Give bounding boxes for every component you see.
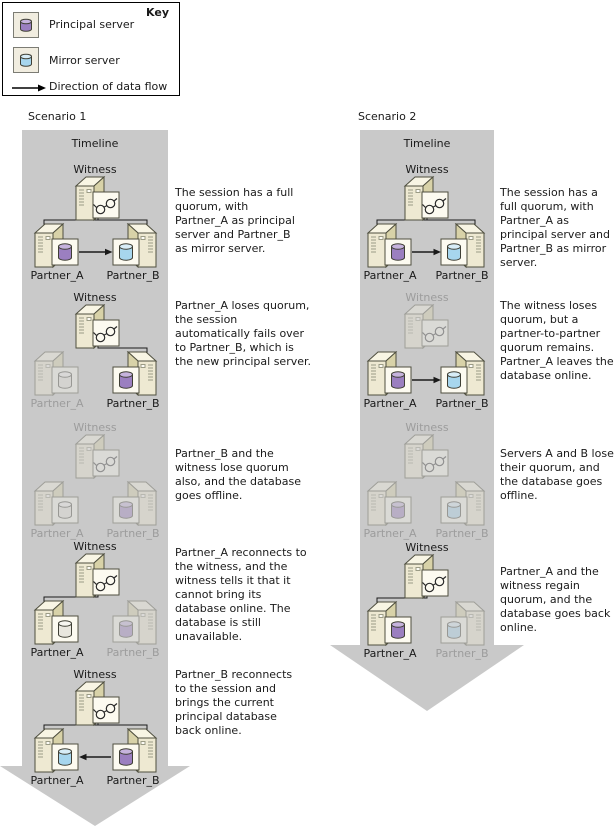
s2-step-2-text: The witness loses quorum, but a partner-to-partner quorum remains. Partner_A leaves the database online.: [500, 299, 614, 382]
partner-b-label: Partner_B: [106, 646, 160, 659]
partner-b-server-icon: [437, 481, 487, 527]
witness-label: Witness: [73, 291, 117, 304]
s1-step-3: [22, 421, 168, 539]
s1-step-2: [22, 291, 168, 409]
partner-b-label: Partner_B: [106, 774, 160, 787]
witness-server-icon: [73, 681, 123, 727]
witness-label: Witness: [405, 163, 449, 176]
partner-a-server-icon: [365, 481, 415, 527]
partner-b-server-icon: [437, 601, 487, 647]
s1-step-4-text: Partner_A reconnects to the witness, and the witness tells it that it cannot bring its database online. The database is still unavailable.: [175, 546, 307, 643]
witness-server-icon: [73, 176, 123, 222]
partner-a-label: Partner_A: [363, 527, 417, 540]
s1-step-5-text: Partner_B reconnects to the session and brings the current principal database back online.: [175, 668, 293, 737]
key-legend: [2, 2, 180, 96]
witness-label: Witness: [73, 421, 117, 434]
s1-step-5: [22, 668, 168, 786]
partner-b-label: Partner_B: [106, 269, 160, 282]
scenario-2-title: Scenario 2: [358, 110, 417, 123]
s2-step-4-text: Partner_A and the witness regain quorum, and the database goes back online.: [500, 565, 611, 634]
partner-a-server-icon: [32, 481, 82, 527]
mirror-server-icon: [13, 47, 39, 73]
witness-label: Witness: [73, 163, 117, 176]
witness-server-icon: [73, 434, 123, 480]
s1-step-2-text: Partner_A loses quorum, the session automatically fails over to Partner_B, which is the new principal server.: [175, 299, 312, 368]
witness-label: Witness: [405, 291, 449, 304]
data-flow-label: Direction of data flow: [49, 80, 168, 93]
scenario-1-title: Scenario 1: [28, 110, 87, 123]
witness-label: Witness: [73, 668, 117, 681]
partner-b-server-icon: [109, 728, 159, 774]
s2-step-1-text: The session has a full quorum, with Partner_A as principal server and Partner_B as mirror server.: [500, 186, 610, 269]
partner-b-server-icon: [109, 223, 159, 269]
partner-a-label: Partner_A: [30, 269, 84, 282]
s1-step-1-text: The session has a full quorum, with Partner_A as principal server and Partner_B as mirror server.: [175, 186, 295, 255]
partner-a-server-icon: [365, 351, 415, 397]
partner-b-server-icon: [437, 351, 487, 397]
s2-step-1: [360, 163, 494, 281]
partner-b-server-icon: [109, 351, 159, 397]
witness-server-icon: [73, 553, 123, 599]
partner-a-server-icon: [32, 728, 82, 774]
witness-server-icon: [402, 176, 452, 222]
s2-step-3: [360, 421, 494, 539]
partner-b-label: Partner_B: [435, 647, 489, 660]
partner-a-label: Partner_A: [30, 646, 84, 659]
s1-step-3-text: Partner_B and the witness lose quorum also, and the database goes offline.: [175, 447, 301, 502]
partner-b-server-icon: [437, 223, 487, 269]
data-flow-arrow-icon: [12, 83, 46, 93]
partner-a-label: Partner_A: [30, 774, 84, 787]
partner-b-label: Partner_B: [106, 527, 160, 540]
partner-a-label: Partner_A: [30, 397, 84, 410]
partner-a-server-icon: [365, 601, 415, 647]
partner-b-label: Partner_B: [106, 397, 160, 410]
witness-server-icon: [402, 304, 452, 350]
witness-label: Witness: [405, 421, 449, 434]
partner-b-label: Partner_B: [435, 269, 489, 282]
witness-label: Witness: [405, 541, 449, 554]
partner-a-server-icon: [32, 351, 82, 397]
partner-b-server-icon: [109, 481, 159, 527]
s2-step-2: [360, 291, 494, 409]
partner-a-server-icon: [32, 223, 82, 269]
partner-a-label: Partner_A: [363, 269, 417, 282]
witness-server-icon: [73, 304, 123, 350]
s1-step-1: [22, 163, 168, 281]
principal-server-label: Principal server: [49, 18, 135, 31]
partner-b-label: Partner_B: [435, 527, 489, 540]
s2-step-4: [360, 541, 494, 659]
witness-server-icon: [402, 434, 452, 480]
mirror-server-label: Mirror server: [49, 54, 120, 67]
s2-step-3-text: Servers A and B lose their quorum, and the database goes offline.: [500, 447, 614, 502]
s1-step-4: [22, 540, 168, 658]
partner-a-server-icon: [365, 223, 415, 269]
partner-b-label: Partner_B: [435, 397, 489, 410]
partner-a-label: Partner_A: [363, 647, 417, 660]
witness-label: Witness: [73, 540, 117, 553]
partner-b-server-icon: [109, 600, 159, 646]
scenario-2-timeline-label: Timeline: [403, 137, 451, 150]
partner-a-server-icon: [32, 600, 82, 646]
partner-a-label: Partner_A: [363, 397, 417, 410]
scenario-1-timeline-label: Timeline: [71, 137, 119, 150]
partner-a-label: Partner_A: [30, 527, 84, 540]
key-title: Key: [146, 6, 169, 19]
witness-server-icon: [402, 554, 452, 600]
principal-server-icon: [13, 12, 39, 38]
